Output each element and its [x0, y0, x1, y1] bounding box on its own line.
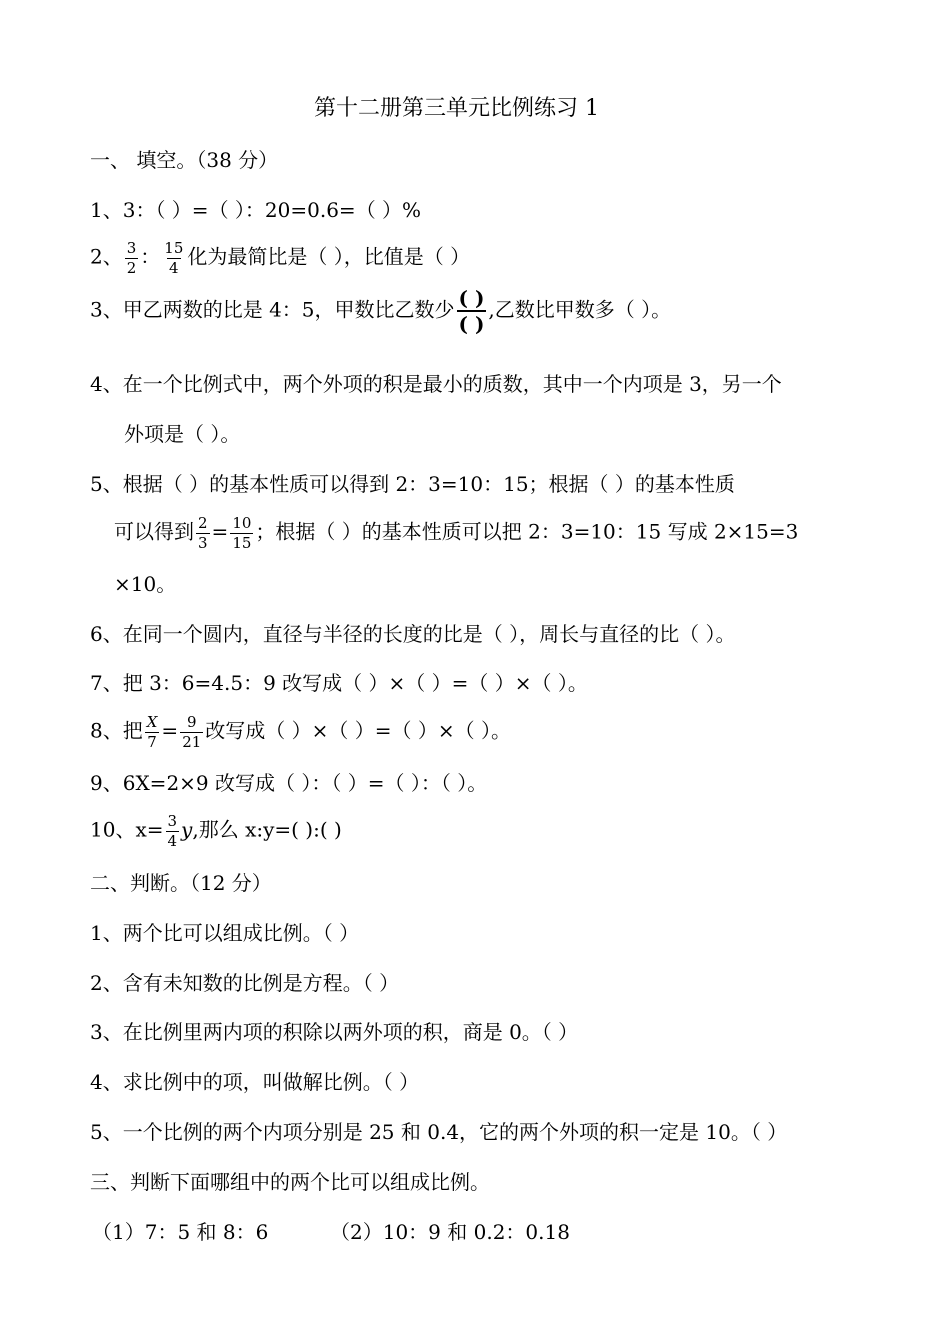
fraction	[162, 240, 185, 276]
question-1-5-line-3: ×10。	[114, 572, 177, 596]
question-1-5-line-2	[114, 515, 798, 551]
ratio-pair-1: （1）7：5 和 8：6	[92, 1220, 269, 1244]
question-1-8	[90, 714, 511, 750]
question-1-4-line-2: 外项是（ ）。	[124, 422, 241, 446]
question-1-7: 7、把 3：6=4.5：9 改写成（ ）×（ ）=（ ）×（ ）。	[90, 671, 588, 695]
question-text: ,乙数比甲数多（ ）。	[488, 297, 672, 322]
numerator: X	[146, 713, 158, 731]
question-1-4-line-1: 4、在一个比例式中，两个外项的积是最小的质数，其中一个内项是 3，另一个	[90, 372, 782, 396]
denominator: 2	[126, 258, 137, 277]
numerator: 2	[198, 514, 208, 532]
ratio-pair-2: （2）10：9 和 0.2：0.18	[330, 1220, 570, 1244]
question-1-6: 6、在同一个圆内，直径与半径的长度的比是（ ），周长与直径的比（ ）。	[90, 622, 736, 646]
fraction	[180, 714, 203, 750]
denominator: 21	[182, 732, 202, 751]
judge-item-1: 1、两个比可以组成比例。（ ）	[90, 921, 360, 945]
variable-y: y	[181, 817, 193, 842]
denominator: 3	[198, 533, 208, 552]
question-text: ；根据（ ）的基本性质可以把 2：3=10：15 写成 2×15=3	[255, 519, 799, 544]
fraction	[125, 240, 139, 276]
denominator: 4	[169, 258, 179, 277]
judge-item-4: 4、求比例中的项，叫做解比例。（ ）	[90, 1070, 420, 1094]
numerator: 3	[167, 812, 178, 830]
question-1-2	[90, 240, 470, 276]
judge-item-5: 5、一个比例的两个内项分别是 25 和 0.4，它的两个外项的积一定是 10。（ ）	[90, 1120, 788, 1144]
question-1-9: 9、6X=2×9 改写成（ ）：（ ）=（ ）：（ ）。	[90, 771, 488, 795]
numerator: 10	[232, 514, 252, 532]
fraction	[196, 515, 210, 551]
numerator: 3	[126, 239, 137, 257]
denominator: 4	[167, 831, 178, 850]
colon: ：	[140, 244, 161, 269]
question-1-5-line-1: 5、根据（ ）的基本性质可以得到 2：3=10：15；根据（ ）的基本性质	[90, 472, 735, 496]
fraction	[166, 813, 180, 849]
section-1-heading: 一、 填空。（38 分）	[90, 148, 279, 172]
question-number: 2、	[90, 244, 123, 269]
equals-sign: =	[161, 718, 179, 743]
equals-sign: =	[211, 519, 229, 544]
denominator: 15	[232, 533, 252, 552]
section-3-heading: 三、判断下面哪组中的两个比可以组成比例。	[90, 1170, 490, 1194]
question-text: 化为最简比是（ ），比值是（ ）	[187, 244, 471, 269]
denominator-blank: ( )	[458, 312, 485, 336]
question-text: 10、x=	[90, 817, 164, 842]
question-text: 可以得到	[114, 519, 194, 544]
fraction	[145, 714, 160, 750]
question-text: ,那么 x:y=( ):( )	[192, 817, 342, 842]
question-1-10	[90, 813, 342, 849]
question-text: 改写成（ ）×（ ）=（ ）×（ ）。	[205, 718, 511, 743]
denominator: 7	[147, 732, 157, 751]
numerator: 9	[186, 713, 197, 731]
numerator: 15	[164, 239, 184, 257]
judge-item-2: 2、含有未知数的比例是方程。（ ）	[90, 971, 400, 995]
question-1-3	[90, 287, 671, 335]
question-1-1: 1、3：（ ）=（ ）：20=0.6=（ ）%	[90, 198, 422, 222]
question-text: 8、把	[90, 718, 143, 743]
fraction	[230, 515, 253, 551]
numerator-blank: ( )	[458, 286, 485, 310]
page-title: 第十二册第三单元比例练习 1	[314, 96, 599, 121]
judge-item-3: 3、在比例里两内项的积除以两外项的积，商是 0。（ ）	[90, 1020, 579, 1044]
question-text: 3、甲乙两数的比是 4：5，甲数比乙数少	[90, 297, 455, 322]
blank-fraction	[457, 287, 487, 335]
section-2-heading: 二、判断。（12 分）	[90, 871, 272, 895]
